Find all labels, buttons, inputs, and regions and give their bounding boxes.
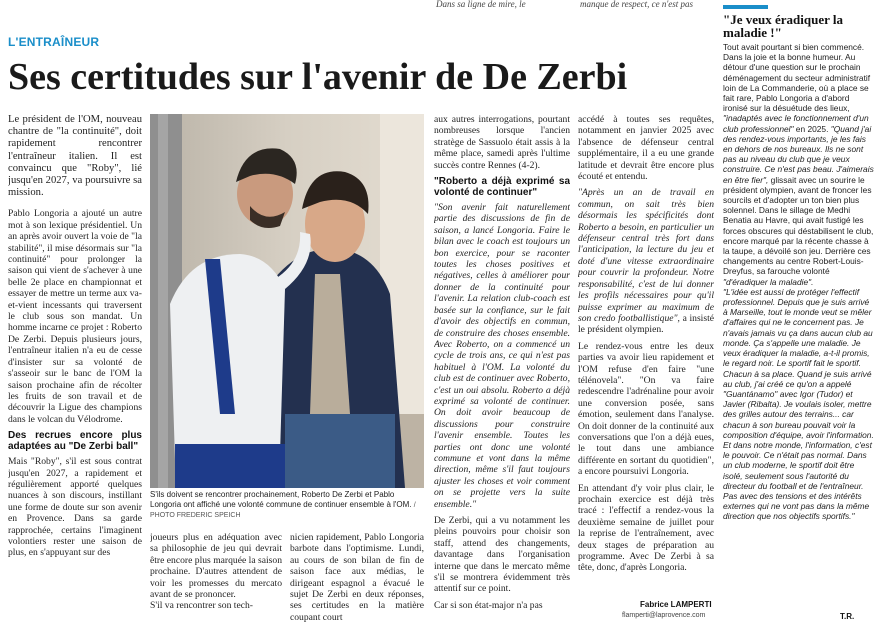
sidebar-text: Tout avait pourtant si bien commencé. Dans la joie et la bonne humeur. Au détour d'une question sur le prochain déménagement du secteur administratif loin de La Commanderie, où a place se fait rare, Pablo Longoria a d'abord ironisé sur la désuétude des lieux, xyxy=(723,42,871,114)
photo-caption xyxy=(150,490,424,521)
article-paragraph: Mais "Roby", s'il est sous contrat jusqu'en 2027, a rapidement et régulièrement apporté quelques nuances à son discours, instillant une forme de doute sur son avenir en Provence. Dans sa garde rapprochée, certains l'imaginent volontiers rester une saison de plus, en s'appuyant sur des xyxy=(8,456,142,559)
article-paragraph: joueurs plus en adéquation avec sa philosophie de jeu qui devrait être encore plus marquée la saison prochaine. D'autres attendent de voir les promesses du mercato avant de se prononcer. xyxy=(150,532,282,601)
sidebar-quote: "Quand j'ai des rendez-vous importants, je les fais en dehors de nos bureaux. Ils ne sont pas au niveau du club que je veux construire. Ce n'est pas beau. J'aimerais en être fier", xyxy=(723,123,874,185)
article-paragraph: En attendant d'y voir plus clair, le prochain exercice est déjà très tracé : l'effectif a rendez-vous la deuxième semaine de juillet pour la reprise de l'entraînement, avec deux stages de préparation au programme. Avec De Zerbi à sa tête, donc, d'après Longoria. xyxy=(578,482,714,574)
caption-text: S'ils doivent se rencontrer prochainement, Roberto De Zerbi et Pablo Longoria ont affiché une volonté commune de continuer ensemble à l'OM. xyxy=(150,490,412,509)
sidebar-title: "Je veux éradiquer la maladie !" xyxy=(723,13,843,40)
article-subhead: "Roberto a déjà exprimé sa volonté de continuer" xyxy=(434,176,570,199)
top-fragment-col3: Dans sa ligne de mire, le xyxy=(436,0,526,9)
sidebar-quote: "d'éradiquer la maladie". xyxy=(723,276,814,287)
article-subhead: Des recrues encore plus adaptées au "De Zerbi ball" xyxy=(8,430,142,453)
article-headline: Ses certitudes sur l'avenir de De Zerbi xyxy=(8,56,628,98)
sidebar-accent-bar xyxy=(723,5,768,9)
sidebar-text: en 2025. xyxy=(793,123,829,134)
article-quote: "Après un an de travail en commun, on sait très bien désormais les spécificités dont Roberto a besoin, en particulier un défenseur central très fort dans l'anticipation, la lecture du jeu et doté d'une vitesse extraordinaire pour couvrir la profondeur. Notre responsabilité, c'est de lui donner les profils nécessaires pour qu'il puisse exprimer au maximum de son credo footballistique", xyxy=(578,187,714,324)
article-paragraph: S'il va rencontrer son tech- xyxy=(150,600,253,612)
author-email[interactable]: flamperti@laprovence.com xyxy=(622,612,706,619)
top-fragment-col4: manque de respect, ce n'est pas xyxy=(580,0,694,9)
photo-illustration xyxy=(150,114,424,488)
article-paragraph: De Zerbi, qui a vu notamment les pleins pouvoirs pour choisir son staff, attend des changements, davantage dans l'organisation interne que dans le mercato même s'il se montrera évidemment très attentif sur ce point. xyxy=(434,515,570,595)
article-column-4 xyxy=(578,114,714,600)
sidebar-box xyxy=(723,13,875,613)
sidebar-signature: T.R. xyxy=(840,612,855,621)
sidebar-quote-paragraph: "L'idée est aussi de protéger l'effectif professionnel. Depuis que je suis arrivé à Marseille, tout le monde veut se mêler d'affaires qui ne le concernent pas. Je n'avais jamais vu ça dans aucun club au monde. Ça s'appelle une maladie. Je veux éradiquer la maladie, a-t-il promis, le regard noir. Le sportif fait le sportif. Chacun à sa place. Quand je suis arrivé au club, j'ai créé ce qu'on a appelé "Guantánamo" avec Igor (Tudor) et Javier (Ribalta). Je voulais isoler, mettre des grilles autour des terrains... car chacun à son bureau pouvait voir la composition d'équipe, avoir l'information. Et dans notre monde, l'information, c'est le pouvoir. Ce n'était pas normal. Dans un club moderne, le sportif doit être isolé, seulement sous l'autorité du directeur du football et de l'entraîneur. Pas avec des tensions et des intérêts externes qui ne vont pas dans la même direction que nos objectifs sportifs." xyxy=(723,286,874,522)
article-lead: Le président de l'OM, nouveau chantre de "la continuité", doit rapidement rencontrer l'entraîneur italien. Il est convaincu que "Roby", lié jusqu'en 2027, va poursuivre sa mission. xyxy=(8,114,142,199)
article-paragraph: Le rendez-vous entre les deux parties va avoir lieu rapidement et l'OM refuse d'en faire "une télénovela". "On va faire redescendre l'adrénaline pour avoir une conversion posée, sans émotion, seulement dans l'analyse. On doit donner de la continuité aux conversations que l'on a déjà eues, le tout dans une ambiance différente en sortant du quotidien", a encore poursuivi Longoria. xyxy=(578,340,714,478)
article-paragraph: aux autres interrogations, pourtant nombreuses lorsque l'ancien stratège de Sassuolo était assis à la même place, samedi après l'ultime succès contre Rennes (4-2). xyxy=(434,114,570,171)
section-kicker: L'ENTRAÎNEUR xyxy=(8,35,100,49)
sidebar-text: glissait avec un sourire le président olympien, avant de froncer les sourcils et d'adopter un ton bien plus solennel. Dans le sillage de Medhi Benatia au Havre, qui avait fustigé les forces obscures qui déstabilisent le club, encore marqué par la récente chasse à la taupe, a dévoilé son jeu. Derrière ces changements au centre Robert-Louis-Dreyfus, sa farouche volonté xyxy=(723,174,874,277)
article-column-2 xyxy=(150,532,282,626)
article-paragraph: accédé à toutes ses requêtes, notamment en janvier 2025 avec l'absence de défenseur central supplémentaire, il a eu une grande latitude et devrait être encore plus écouté et entendu. xyxy=(578,114,714,183)
sidebar-paragraph xyxy=(723,42,875,287)
article-paragraph xyxy=(578,187,714,335)
article-quote: "Son avenir fait naturellement partie des discussions de fin de saison, a lancé Longoria. Faire le bilan avec le coach est toujours un bon exercice, pour se raconter toutes les choses positives et négatives, celles à améliorer pour donner de la continuité pour l'avenir. La relation club-coach est basée sur la confiance, sur le fait d'avoir des objectifs en commun, de construire des choses ensemble. Avec Roberto, on a commencé un cycle de trois ans, ce qui n'est pas habituel à l'OM. La volonté du club est de continuer avec Roberto, c'est un oui absolu. Roberto a déjà exprimé sa volonté de continuer. On doit avoir beaucoup de discussions pour construire l'avenir ensemble. Toutes les parties ont donc une volonté commune et vont dans la même direction, même s'il faut toujours ajuster les choses et voir comment on se projette vers la suite ensemble." xyxy=(434,202,570,510)
article-paragraph: Pablo Longoria a ajouté un autre mot à son lexique présidentiel. Un an après avoir ouvert la voie de "la stabilité", il mise désormais sur "la continuité" pour prolonger la saison qui vient de s'achever à une belle 2e place en championnat et essayer de mettre un terme aux va-et-vient incessants qui traversent le club sous son mandat. Un homme incarne ce projet : Roberto De Zerbi. Depuis plusieurs jours, l'entraîneur italien n'a eu de cesse d'insister sur sa volonté de s'asseoir sur le banc de l'OM la saison prochaine afin de récolter les fruits de son travail et de découvrir la Ligue des champions dans le volcan du Vélodrome. xyxy=(8,208,142,425)
article-column-3-lower xyxy=(290,532,424,626)
article-column-3 xyxy=(434,114,570,626)
photo-credit: / PHOTO FREDERIC SPEICH xyxy=(150,501,416,520)
article-paragraph: Car si son état-major n'a pas xyxy=(434,599,543,611)
sidebar-quote: "inadaptés avec le fonctionnement d'un club professionnel" xyxy=(723,113,869,134)
article-paragraph: nicien rapidement, Pablo Longoria barbote dans l'optimisme. Lundi, au cours de son bilan de fin de saison face aux médias, le dirigeant espagnol a évacué le sujet De Zerbi en deux réponses, ses certitudes en la matière coupant court xyxy=(290,532,424,623)
article-column-1 xyxy=(8,114,142,626)
byline: Fabrice LAMPERTI xyxy=(640,600,712,609)
article-photo xyxy=(150,114,424,488)
article-quote-attribution: a insisté le président olympien. xyxy=(578,312,714,336)
